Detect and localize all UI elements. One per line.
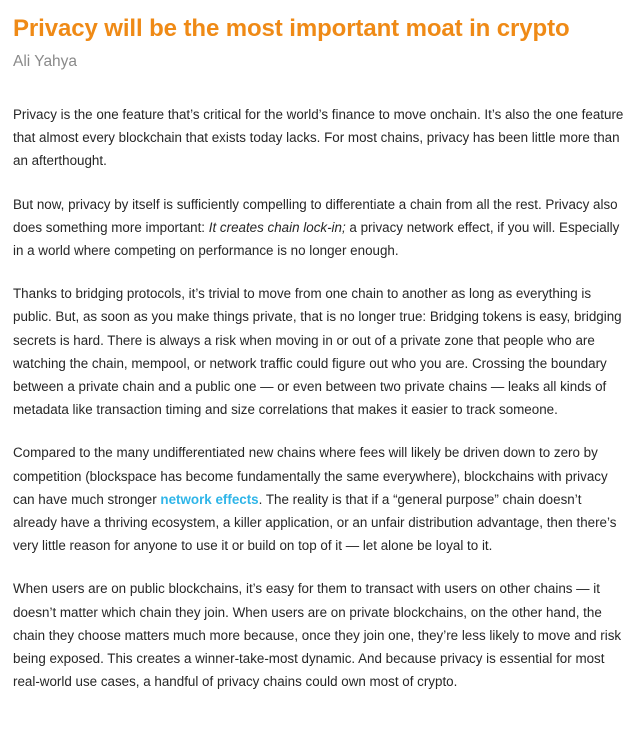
- paragraph-2-text-end: a privacy network effect, if you will. Especially in a world where competing on performance is no longer enough.: [13, 219, 620, 259]
- article-author: Ali Yahya: [13, 53, 78, 70]
- paragraph-1: Privacy is the one feature that’s critical for the world’s finance to move onchain. It’s also the one feature that almost every blockchain that exists today lacks. For most chains, privacy has been little more than an afterthought.: [13, 107, 624, 169]
- article-body: [13, 103, 625, 693]
- network-effects-link[interactable]: network effects: [160, 491, 259, 507]
- paragraph-4: [13, 441, 625, 557]
- paragraph-4-text-end: . The reality is that if a “general purpose” chain doesn’t already have a thriving ecosystem, a killer application, or an unfair distribution advantage, then there’s very little reason for anyone to use it or build on top of it — let alone be loyal to it.: [13, 491, 617, 554]
- paragraph-2-text-start: But now, privacy by itself is sufficiently compelling to differentiate a chain from all the rest. Privacy also does something more important:: [13, 196, 618, 235]
- paragraph-2: [13, 193, 625, 263]
- paragraph-2-emphasis: It creates chain lock-in;: [208, 219, 346, 235]
- article-title: Privacy will be the most important moat in crypto: [13, 15, 570, 42]
- paragraph-4-text-start: Compared to the many undifferentiated new chains where fees will likely be driven down to zero by competition (blockspace has become fundamentally the same everywhere), blockchains with privacy can have much stronger: [13, 445, 608, 507]
- paragraph-5: When users are on public blockchains, it’s easy for them to transact with users on other chains — it doesn’t matter which chain they join. When users are on private blockchains, on the other hand, the chain they choose matters much more because, once they join one, they’re less likely to move and risk being exposed. This creates a winner-take-most dynamic. And because privacy is essential for most real-world use cases, a handful of privacy chains could own most of crypto.: [13, 581, 622, 690]
- paragraph-3: Thanks to bridging protocols, it’s trivial to move from one chain to another as long as everything is public. But, as soon as you make things private, that is no longer true: Bridging tokens is easy, bridging secrets is hard. There is always a risk when moving in or out of a private zone that people who are watching the chain, mempool, or network traffic could figure out who you are. Crossing the boundary between a private chain and a public one — or even between two private chains — leaks all kinds of metadata like transaction timing and size correlations that makes it easier to track someone.: [13, 286, 622, 418]
